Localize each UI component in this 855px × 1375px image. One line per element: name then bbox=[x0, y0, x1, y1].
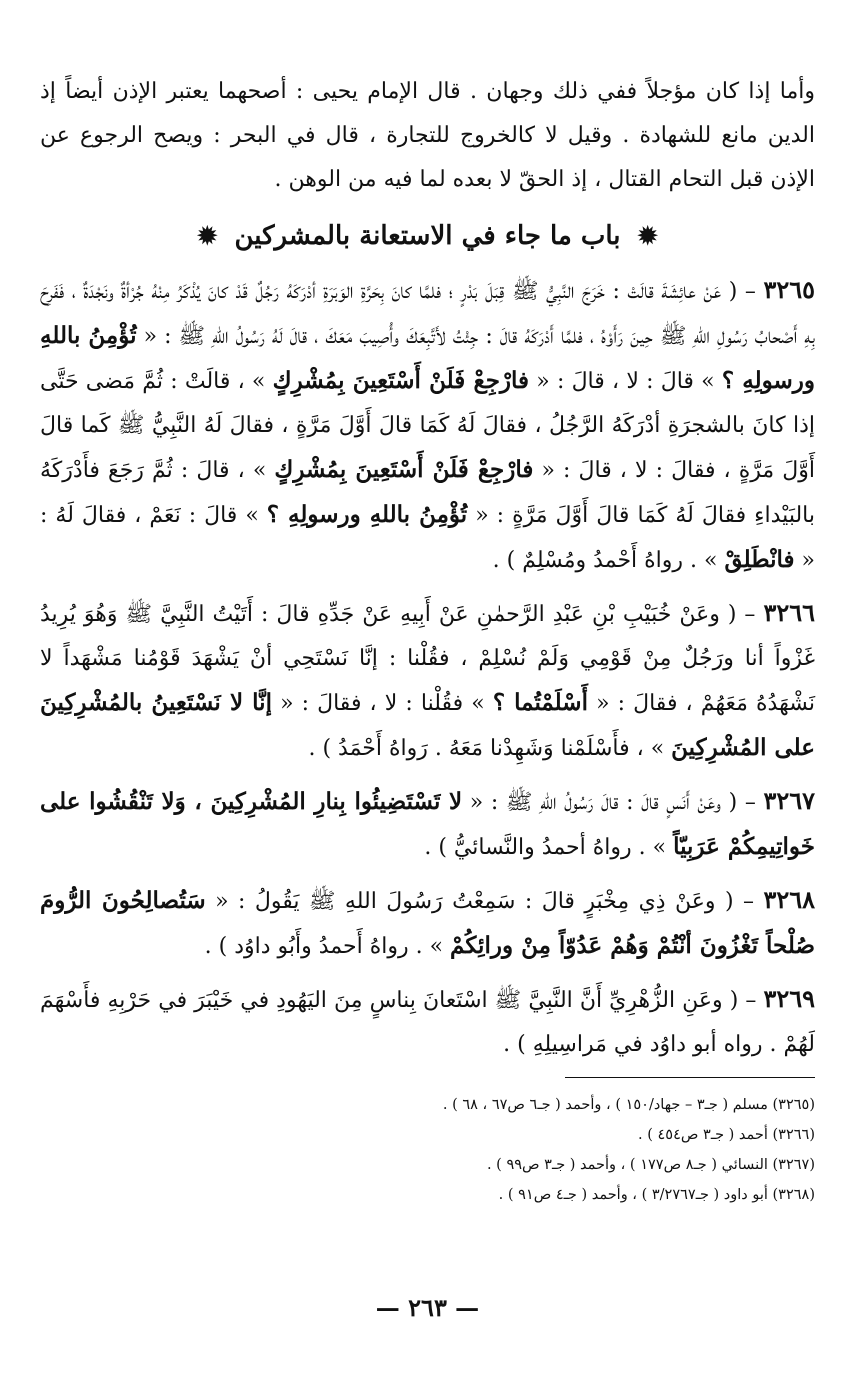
footnote: (٣٢٦٦) أحمد ( جـ٣ ص٤٥٤ ) . bbox=[638, 1127, 815, 1143]
narration-text: – ( وعَنِ الزُّهْرِيِّ أَنَّ النَّبِيَّ ﷺ اسْتَعانَ بِناسٍ مِنَ اليَهُودِ في خَيْبَرَ في حَرْبِهِ فأَسْهَمَ لَهُمْ . رواه أبو داوُد في مَراسِيلِهِ ) . bbox=[40, 988, 815, 1057]
footnote: (٣٢٦٥) مسلم ( جـ٣ – جهاد/١٥٠ ) ، وأحمد ( جـ٦ ص٦٧ ، ٦٨ ) . bbox=[442, 1097, 815, 1113]
narration-text: » ، قالَ : ثُمَّ رَجَعَ فأَدْرَكَهُ بالبَيْداءِ فقالَ لَهُ كَمَا قالَ أَوَّلَ مَرَّةٍ : « bbox=[40, 458, 815, 528]
footnotes bbox=[40, 1090, 815, 1210]
hadith-paragraph bbox=[40, 977, 815, 1067]
star-ornament-icon: ✹ bbox=[197, 221, 218, 250]
hadith-number: ٣٢٦٥ bbox=[763, 275, 815, 304]
prophetic-quote: تُؤْمِنُ باللهِ ورسولِهِ ؟ bbox=[40, 322, 815, 394]
narration-text: » قالَ : نَعَمْ ، فقالَ لَهُ : « bbox=[40, 503, 815, 573]
prophetic-quote: لا تَسْتَضِيئُوا بِنارِ المُشْرِكِينَ ، وَلا تَنْقُشُوا على خَواتِيمِكُمْ عَرَبِيّاً bbox=[40, 788, 815, 860]
narration-text: » . رواهُ أحمدُ والنَّسائيُّ ) . bbox=[424, 835, 674, 860]
hadith-number: ٣٢٦٧ bbox=[763, 786, 815, 815]
narration-text: » ، قالَتْ : ثُمَّ مَضى حَتَّى إذا كانَ بالشجرَةِ أدْرَكَهُ الرَّجُلُ ، فقالَ لَهُ كَمَا قالَ أَوَّلَ مَرَّةٍ ، فقالَ لَهُ النَّبِيُّ ﷺ كَما قالَ أَوَّلَ مَرَّةٍ ، فقالَ : لا ، قالَ : « bbox=[40, 369, 815, 483]
narration-text: » ، فأَسْلَمْنا وَشَهِدْنا مَعَهُ . رَواهُ أَحْمَدُ ) . bbox=[308, 736, 672, 761]
narration-text: » قالَ : لا ، قالَ : « bbox=[529, 369, 722, 394]
narration-text: » . رواهُ أَحمدُ وأَبُو داوُد ) . bbox=[204, 934, 451, 959]
prophetic-quote: أَسْلَمْتُما ؟ bbox=[492, 689, 588, 716]
footnote: (٣٢٦٧) النسائي ( جـ٨ ص١٧٧ ) ، وأحمد ( جـ٣ ص٩٩ ) . bbox=[486, 1157, 815, 1173]
narration-text: – ( وعَنْ خُبَيْبِ بْنِ عَبْدِ الرَّحمٰنِ عَنْ أَبِيهِ عَنْ جَدِّهِ قالَ : أَتَيْتُ النَّبِيَّ ﷺ وَهُوَ يُرِيدُ غَزْواً أنا ورَجُلٌ مِنْ قَوْمِي وَلَمْ نُسْلِمْ ، فقُلْنا : إنَّا نَسْتَحِي أنْ يَشْهَدَ قَوْمُنا مَشْهَداً لا نَشْهَدُهُ مَعَهُمْ ، فقالَ : « bbox=[40, 602, 815, 716]
hadith-number: ٣٢٦٨ bbox=[763, 885, 815, 914]
chapter-title: باب ما جاء في الاستعانة بالمشركين bbox=[234, 221, 621, 251]
narration-text: – ( وعَنْ ذِي مِخْبَرٍ قالَ : سَمِعْتُ رَسُولَ اللهِ ﷺ يَقُولُ : « bbox=[205, 889, 764, 914]
book-page bbox=[40, 70, 815, 1210]
hadith-list bbox=[40, 268, 815, 1067]
intro-text: وأما إذا كان مؤجلاً ففي ذلك وجهان . قال الإمام يحيى : أصحهما يعتبر الإذن أيضاً إذ الدين مانع للشهادة . وقيل لا كالخروج للتجارة ، قال في البحر : ويصح الرجوع عن الإذن قبل التحام القتال ، إذ الحقّ لا بعده لما فيه من الوهن . bbox=[40, 79, 815, 192]
hadith-paragraph bbox=[40, 268, 815, 583]
prophetic-quote: فارْجِعْ فَلَنْ أَسْتَعِينَ بِمُشْرِكٍ bbox=[272, 367, 530, 394]
hadith-number: ٣٢٦٦ bbox=[763, 598, 815, 627]
intro-paragraph bbox=[40, 70, 815, 202]
narration-text: – ( عَنْ عائِشَةَ قالَتْ : خَرَجَ النَّبِيُّ ﷺ قِبَلَ بَدْرٍ ؛ فلمَّا كانَ بِحَرَّةِ الوَبَرَةِ أدْرَكَهُ رَجُلٌ قَدْ كانَ يُذْكَرُ مِنْهُ جُرْأةٌ ونَجْدَةٌ ، فَفَرِحَ بِهِ أَصْحابُ رَسُولِ اللهِ ﷺ حِينَ رَأَوْهُ ، فلمَّا أَدْرَكَهُ قالَ : جِئْتُ لأَتَّبِعَكَ وأُصِيبَ مَعَكَ ، قالَ لَهُ رَسُولُ اللهِ ﷺ : « bbox=[40, 279, 815, 349]
footnote: (٣٢٦٨) أبو داود ( جـ٣/٢٧٦٧ ) ، وأحمد ( جـ٤ ص٩١ ) . bbox=[498, 1187, 815, 1203]
chapter-heading bbox=[40, 216, 815, 256]
prophetic-quote: سَتُصالِحُونَ الرُّومَ صُلْحاً تَغْزُونَ أنْتُمْ وَهُمْ عَدُوّاً مِنْ ورائِكُمْ bbox=[40, 887, 815, 959]
hadith-paragraph bbox=[40, 878, 815, 969]
prophetic-quote: إنَّا لا نَسْتَعِينُ بالمُشْرِكِينَ على المُشْرِكِينَ bbox=[40, 689, 815, 761]
star-ornament-icon: ✹ bbox=[637, 221, 658, 250]
hadith-paragraph bbox=[40, 591, 815, 771]
prophetic-quote: تُؤْمِنُ باللهِ ورسولِهِ ؟ bbox=[266, 501, 468, 528]
prophetic-quote: فارْجِعْ فَلَنْ أَسْتَعِينَ بِمُشْرِكٍ bbox=[274, 456, 534, 483]
hadith-number: ٣٢٦٩ bbox=[763, 984, 815, 1013]
prophetic-quote: فانْطَلِقْ bbox=[724, 546, 795, 573]
narration-text: » فقُلْنا : لا ، فقالَ : « bbox=[271, 691, 493, 716]
page-number: — ٢٦٣ — bbox=[375, 1293, 480, 1322]
narration-text: – ( وعَنْ أَنَسٍ قالَ : قالَ رَسُولُ اللهِ ﷺ : « bbox=[462, 790, 764, 815]
narration-text: » . رواهُ أَحْمدُ ومُسْلِمٌ ) . bbox=[492, 548, 725, 573]
hadith-paragraph bbox=[40, 779, 815, 870]
footnote-divider bbox=[565, 1077, 815, 1078]
